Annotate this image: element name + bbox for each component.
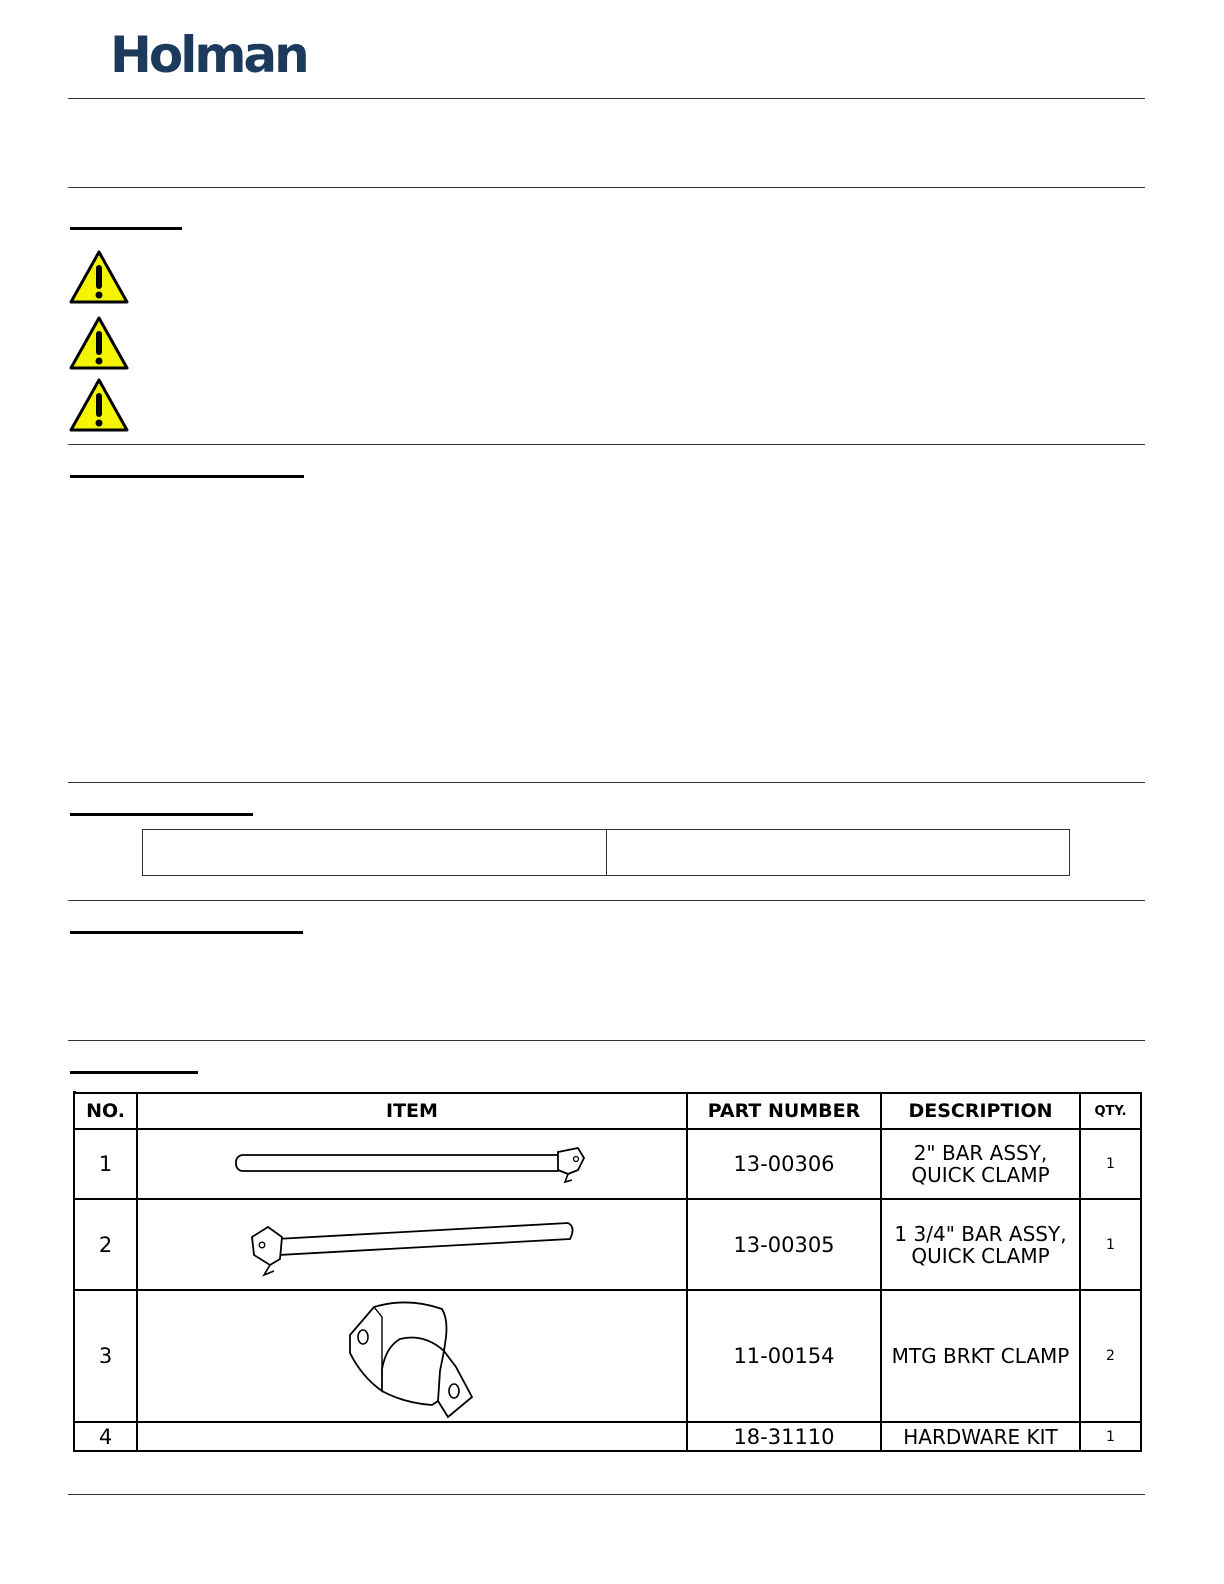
warning-triangle-icon [68, 377, 130, 433]
row-part-number: 13-00306 [687, 1129, 881, 1199]
row-qty: 1 [1080, 1199, 1141, 1290]
table-header-row [74, 1093, 1141, 1129]
row-item [137, 1422, 687, 1451]
col-header-no: NO. [74, 1093, 137, 1129]
section-divider [68, 782, 1145, 783]
footer-divider [68, 1494, 1145, 1495]
table-row [74, 1199, 1141, 1290]
row-item [137, 1199, 687, 1290]
description-line: 1 3/4" BAR ASSY, [894, 1221, 1067, 1246]
row-description [881, 1199, 1080, 1290]
warning-triangle-icon [68, 249, 130, 305]
description-line: HARDWARE KIT [903, 1424, 1058, 1449]
table-row [74, 1290, 1141, 1422]
col-header-part-number: PART NUMBER [687, 1093, 881, 1129]
section-heading-underline [70, 813, 253, 816]
holman-logo: Holman [110, 26, 307, 84]
table-row [74, 1129, 1141, 1199]
warnings-divider [68, 444, 1145, 445]
parts-heading-underline [70, 1071, 198, 1074]
section-divider [68, 900, 1145, 901]
col-header-qty: QTY. [1080, 1093, 1141, 1129]
row-qty: 1 [1080, 1422, 1141, 1451]
warning-triangle-icon [68, 315, 130, 371]
mounting-bracket-clamp-icon [342, 1293, 482, 1419]
title-divider [68, 187, 1145, 188]
info-box-right-cell [606, 830, 1070, 875]
bar-1-3-4in-quick-clamp-icon [242, 1209, 582, 1281]
description-line: QUICK CLAMP [911, 1243, 1050, 1268]
row-item [137, 1290, 687, 1422]
row-qty: 2 [1080, 1290, 1141, 1422]
description-line: QUICK CLAMP [911, 1163, 1050, 1187]
row-no: 2 [74, 1199, 137, 1290]
row-item [137, 1129, 687, 1199]
row-description [881, 1290, 1080, 1422]
warnings-heading-underline [70, 227, 182, 230]
col-header-item: ITEM [137, 1093, 687, 1129]
section-divider [68, 1040, 1145, 1041]
row-description [881, 1422, 1080, 1451]
bar-2in-quick-clamp-icon [232, 1144, 592, 1184]
row-qty: 1 [1080, 1129, 1141, 1199]
row-part-number: 18-31110 [687, 1422, 881, 1451]
row-no: 3 [74, 1290, 137, 1422]
description-line: 2" BAR ASSY, [913, 1141, 1048, 1165]
row-no: 1 [74, 1129, 137, 1199]
section-heading-underline [70, 475, 304, 478]
info-box [142, 829, 1070, 876]
info-box-left-cell [143, 830, 606, 875]
description-line: MTG BRKT CLAMP [891, 1344, 1070, 1368]
header-divider [68, 98, 1145, 99]
row-part-number: 11-00154 [687, 1290, 881, 1422]
section-heading-underline [70, 931, 303, 934]
parts-table [73, 1092, 1142, 1452]
col-header-description: DESCRIPTION [881, 1093, 1080, 1129]
row-no: 4 [74, 1422, 137, 1451]
table-row [74, 1422, 1141, 1451]
row-description [881, 1129, 1080, 1199]
row-part-number: 13-00305 [687, 1199, 881, 1290]
